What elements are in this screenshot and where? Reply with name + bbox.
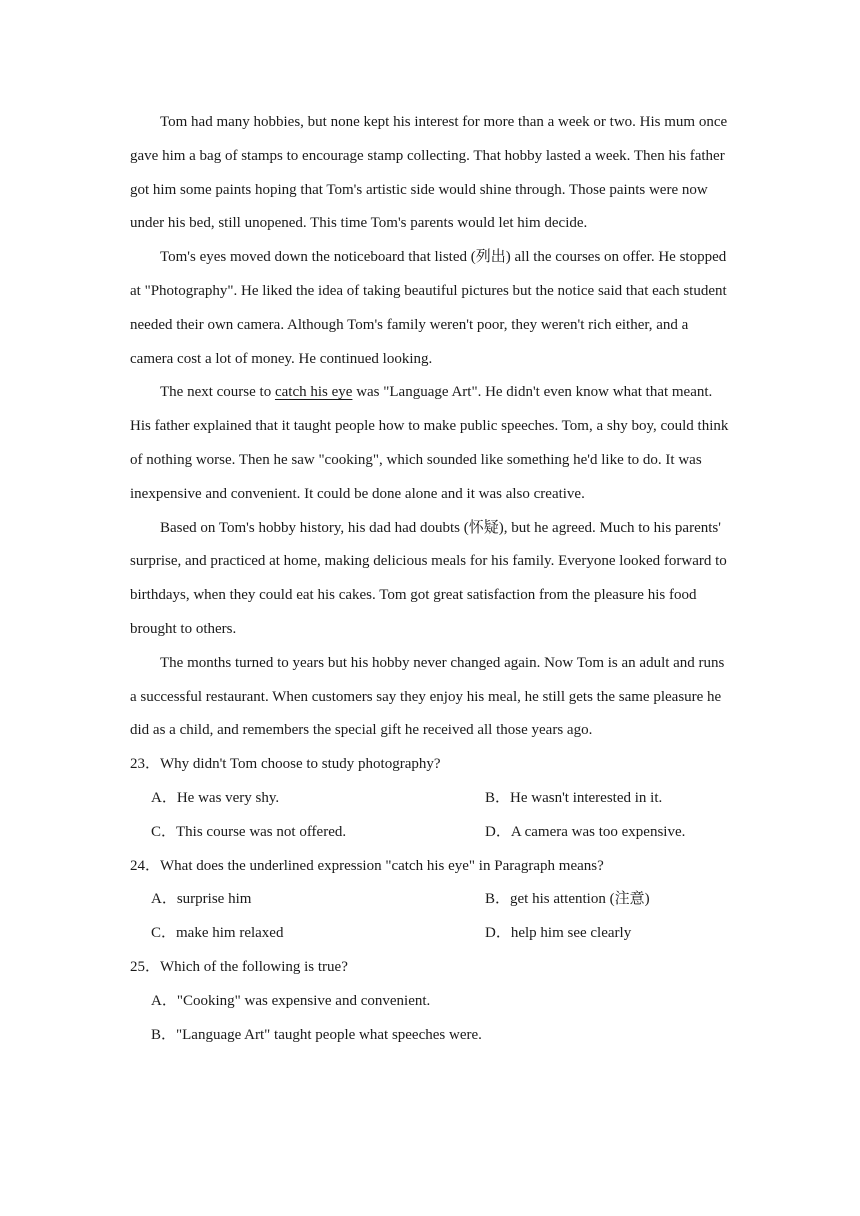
paragraph-3-lead: The next course to [160,384,275,401]
question-25-option-a: A．"Cooking" was expensive and convenient. [151,992,431,1009]
question-23-option-d: D．A camera was too expensive. [485,823,686,840]
question-25-option-b: B．"Language Art" taught people what speeches were. [151,1026,482,1043]
paragraph-2: Tom's eyes moved down the noticeboard that listed (列出) all the courses on offer. He stopped at "Photography". He liked the idea of taking beautiful pictures but the notice said that each student needed their own camera. Although Tom's family weren't poor, they weren't rich either, and a camera cost a lot of money. He continued looking. [130,249,727,367]
question-24-option-b: B．get his attention (注意) [485,891,650,908]
paragraph-1: Tom had many hobbies, but none kept his interest for more than a week or two. His mum once gave him a bag of stamps to encourage stamp collecting. That hobby lasted a week. Then his father got him some paints hoping that Tom's artistic side would shine through. Those paints were now under his bed, still unopened. This time Tom's parents would let him decide. [130,114,728,232]
paragraph-3-rest: was "Language Art". He didn't even know what that meant. His father explained that it taught people how to make public speeches. Tom, a shy boy, could think of nothing worse. Then he saw "cooking", which sounded like something he'd like to do. It was inexpensive and convenient. It could be done alone and it was also creative. [130,384,729,502]
question-23-stem: 23．Why didn't Tom choose to study photography? [130,756,441,773]
question-24-option-a: A．surprise him [151,891,252,908]
document-page [130,106,730,1052]
question-23-option-c: C．This course was not offered. [151,823,347,840]
question-23-options-row-2 [130,816,730,850]
question-25-stem: 25．Which of the following is true? [130,958,348,975]
question-24-option-c: C．make him relaxed [151,925,284,942]
question-23-option-a: A．He was very shy. [151,789,280,806]
question-24-options-row-2 [130,917,730,951]
question-23-options-row-1 [130,782,730,816]
question-24-stem: 24．What does the underlined expression "catch his eye" in Paragraph means? [130,857,604,874]
question-24-options-row-1 [130,883,730,917]
paragraph-5: The months turned to years but his hobby never changed again. Now Tom is an adult and runs a successful restaurant. When customers say they enjoy his meal, he still gets the same pleasure he did as a child, and remembers the special gift he received all those years ago. [130,654,725,739]
question-24-option-d: D．help him see clearly [485,925,632,942]
paragraph-3 [130,376,730,511]
question-23-option-b: B．He wasn't interested in it. [485,789,663,806]
paragraph-4: Based on Tom's hobby history, his dad had doubts (怀疑), but he agreed. Much to his parents' surprise, and practiced at home, making delicious meals for his family. Everyone looked forward to birthdays, when they could eat his cakes. Tom got great satisfaction from the pleasure his food brought to others. [130,519,727,637]
underlined-phrase: catch his eye [274,384,353,401]
